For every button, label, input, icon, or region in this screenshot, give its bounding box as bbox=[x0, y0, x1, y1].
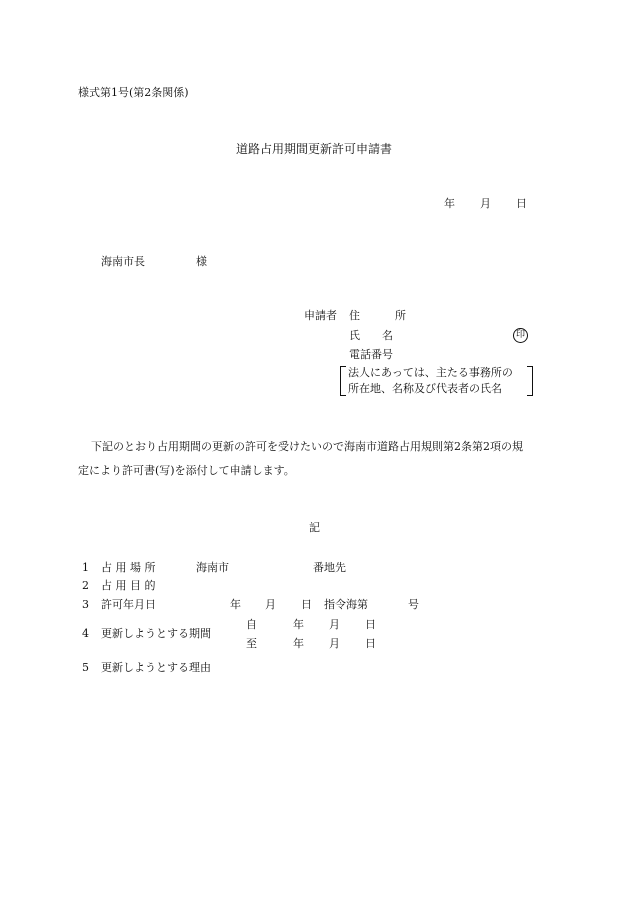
body-text-line2: 定により許可書(写)を添付して申請します。 bbox=[78, 464, 295, 477]
date-month-label: 月 bbox=[480, 197, 491, 210]
applicant-phone-label: 電話番号 bbox=[349, 348, 393, 361]
bracket-right bbox=[527, 366, 533, 396]
item4-to: 至 bbox=[246, 637, 257, 650]
corporation-note-bracket bbox=[340, 366, 533, 396]
item3-label: 許可年月日 bbox=[101, 598, 156, 611]
item5-number: 5 bbox=[82, 661, 89, 674]
item1-suffix: 番地先 bbox=[313, 561, 346, 574]
item1-number: 1 bbox=[82, 561, 89, 574]
form-number: 様式第1号(第2条関係) bbox=[78, 86, 189, 99]
corporation-note-line2: 所在地、名称及び代表者の氏名 bbox=[348, 382, 502, 395]
item3-year: 年 bbox=[230, 598, 241, 611]
item4-number: 4 bbox=[82, 627, 89, 640]
date-day-label: 日 bbox=[516, 197, 527, 210]
item2-number: 2 bbox=[82, 579, 89, 592]
item2-label: 占 用 目 的 bbox=[101, 579, 156, 592]
addressee-honorific: 様 bbox=[196, 255, 207, 268]
item4-from: 自 bbox=[246, 618, 257, 631]
bracket-left bbox=[340, 366, 346, 396]
date-year-label: 年 bbox=[444, 197, 455, 210]
item4-to-month: 月 bbox=[329, 637, 340, 650]
corporation-note-line1: 法人にあっては、主たる事務所の bbox=[348, 366, 513, 379]
item4-label: 更新しようとする期間 bbox=[101, 627, 211, 640]
applicant-name-label: 氏 名 bbox=[349, 329, 393, 342]
item4-from-month: 月 bbox=[329, 618, 340, 631]
item4-from-year: 年 bbox=[293, 618, 304, 631]
item4-to-day: 日 bbox=[365, 637, 376, 650]
item1-city: 海南市 bbox=[196, 561, 229, 574]
seal-mark: 印 bbox=[513, 328, 528, 343]
item3-month: 月 bbox=[265, 598, 276, 611]
applicant-label: 申請者 bbox=[304, 309, 337, 322]
item3-go: 号 bbox=[408, 598, 419, 611]
addressee-name: 海南市長 bbox=[101, 255, 145, 268]
item4-to-year: 年 bbox=[293, 637, 304, 650]
item4-from-day: 日 bbox=[365, 618, 376, 631]
item3-number: 3 bbox=[82, 598, 89, 611]
item1-label: 占 用 場 所 bbox=[101, 561, 156, 574]
body-text-line1: 下記のとおり占用期間の更新の許可を受けたいので海南市道路占用規則第2条第2項の規 bbox=[91, 440, 523, 453]
ki-heading: 記 bbox=[309, 521, 320, 534]
item3-order: 指令海第 bbox=[324, 598, 368, 611]
item3-day: 日 bbox=[301, 598, 312, 611]
document-title: 道路占用期間更新許可申請書 bbox=[236, 142, 393, 156]
applicant-address-label: 住 所 bbox=[349, 309, 418, 322]
item5-label: 更新しようとする理由 bbox=[101, 661, 211, 674]
